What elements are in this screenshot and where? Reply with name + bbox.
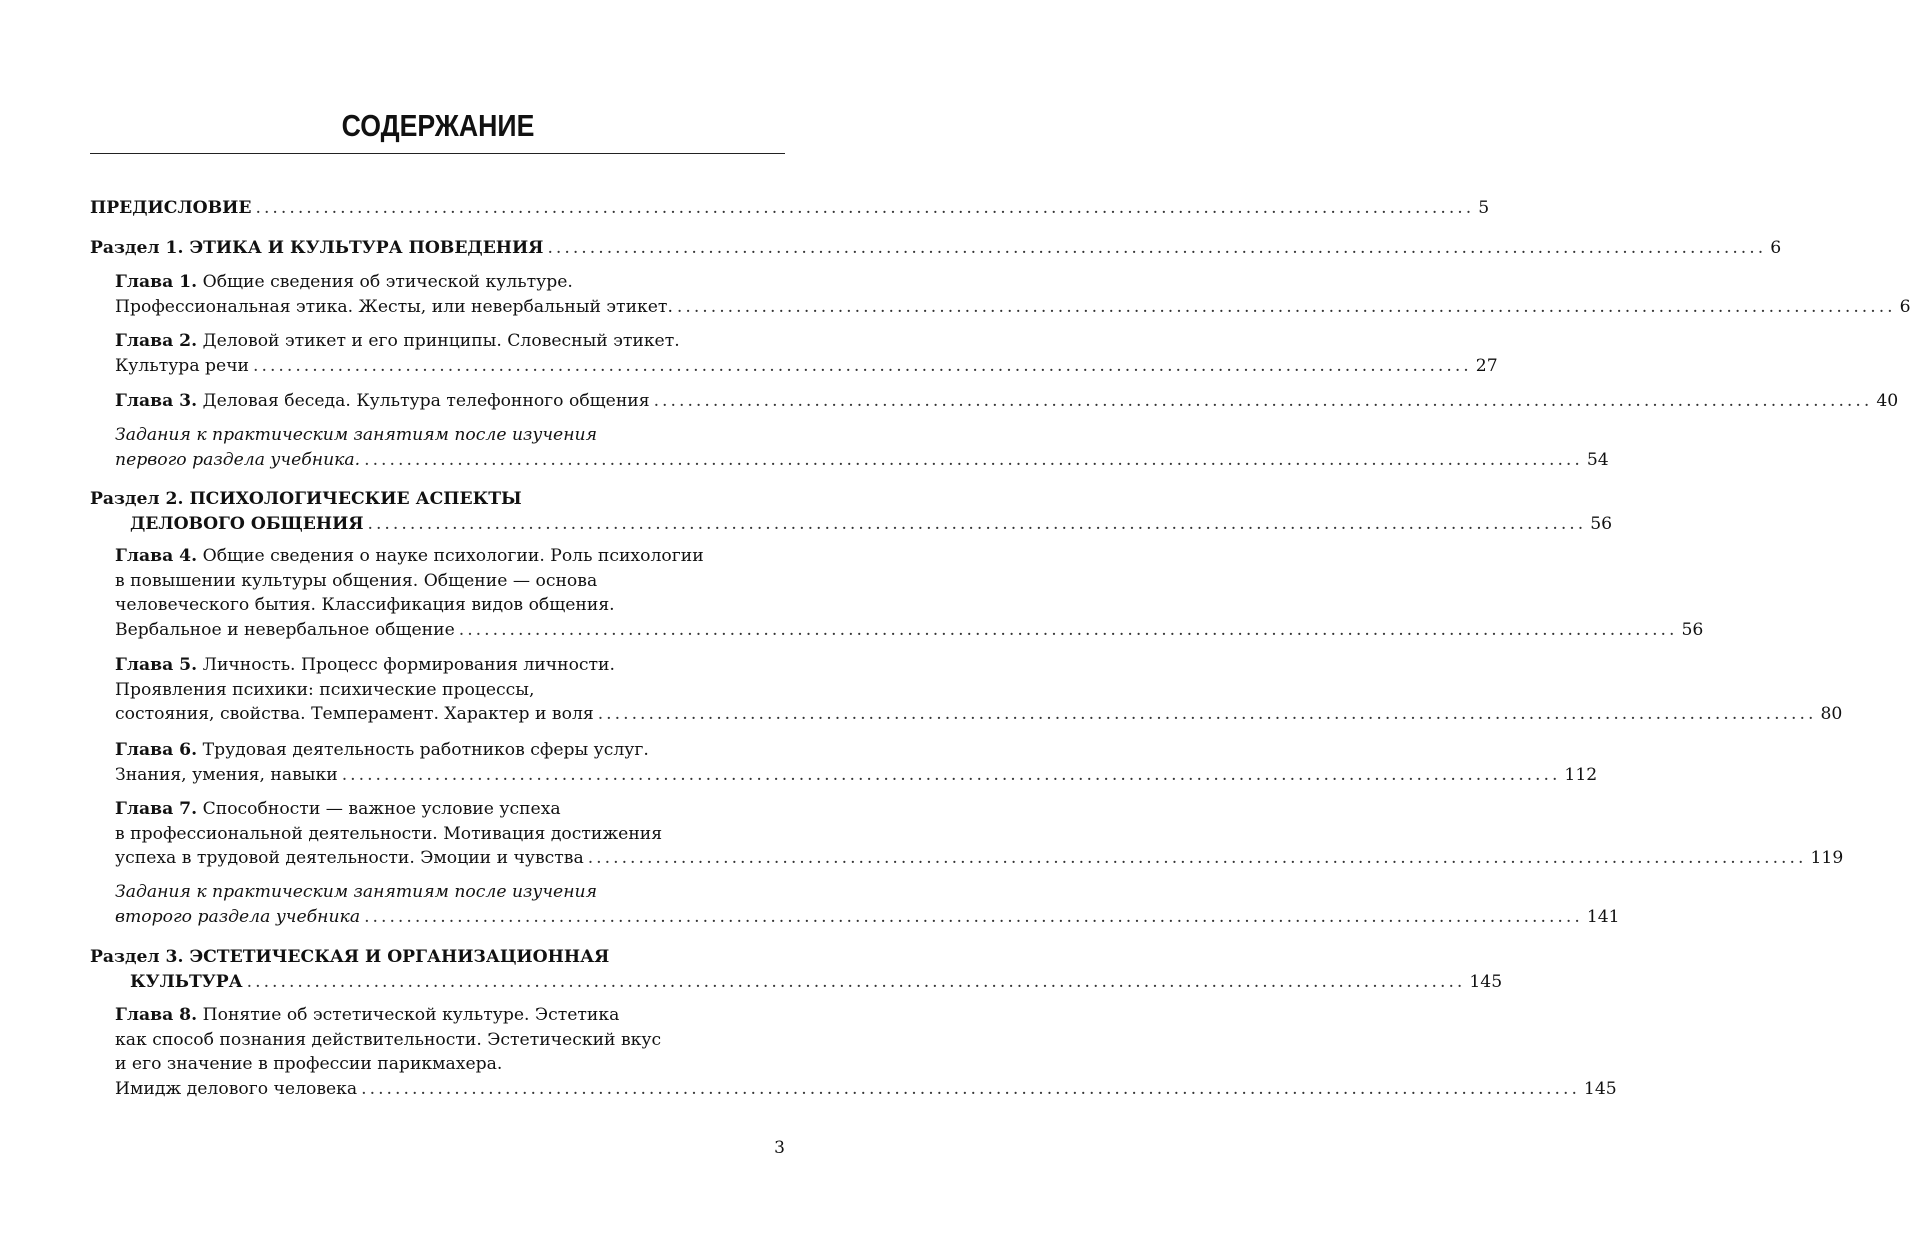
entry-page: 80 xyxy=(1820,704,1843,724)
toc-entry-chapter-6[interactable] xyxy=(115,738,1598,787)
entry-text: Имидж делового человека xyxy=(115,1078,358,1099)
entry-text: Личность. Процесс формирования личности. xyxy=(197,655,615,675)
toc-entry-tasks-1[interactable] xyxy=(115,423,1609,472)
entry-page: 6 xyxy=(1899,296,1911,317)
toc-entry-chapter-7[interactable] xyxy=(115,797,1844,871)
chapter-label: Глава 1. xyxy=(115,272,198,292)
entry-text: в повышении культуры общения. Общение — основа xyxy=(115,570,598,591)
entry-title: Раздел 2. ПСИХОЛОГИЧЕСКИЕ АСПЕКТЫ xyxy=(90,489,522,509)
dot-leader: ................................................................................................................................................ xyxy=(364,449,1583,470)
entry-text: Задания к практическим занятиям после изучения xyxy=(115,425,597,445)
toc-entry-chapter-1[interactable] xyxy=(115,270,1911,319)
toc-entry-section-2[interactable] xyxy=(90,487,1613,536)
dot-leader: ................................................................................................................................................ xyxy=(341,764,1561,785)
chapter-label: Глава 5. xyxy=(115,655,198,675)
dot-leader: ................................................................................................................................................ xyxy=(653,391,1873,411)
entry-text: Общие сведения об этической культуре. xyxy=(197,272,573,292)
entry-page: 56 xyxy=(1681,619,1704,640)
dot-leader: ................................................................................................................................................ xyxy=(364,906,1583,927)
entry-page: 112 xyxy=(1564,764,1598,785)
entry-title: Раздел 3. ЭСТЕТИЧЕСКАЯ И ОРГАНИЗАЦИОННАЯ xyxy=(90,947,610,967)
entry-text: Общие сведения о науке психологии. Роль психологии xyxy=(197,546,704,566)
page-number: 3 xyxy=(774,1138,785,1158)
entry-text: в профессиональной деятельности. Мотивация достижения xyxy=(115,823,663,844)
toc-entry-tasks-2[interactable] xyxy=(115,880,1620,929)
entry-text: Способности — важное условие успеха xyxy=(197,799,561,819)
title-divider xyxy=(90,153,785,154)
chapter-label: Глава 4. xyxy=(115,546,198,566)
toc-entry-chapter-3[interactable] xyxy=(115,389,1899,414)
chapter-label: Глава 8. xyxy=(115,1005,198,1025)
dot-leader: ................................................................................................................................................ xyxy=(587,848,1807,868)
page-title: СОДЕРЖАНИЕ xyxy=(341,108,535,143)
entry-text: Трудовая деятельность работников сферы услуг. xyxy=(197,740,649,760)
dot-leader: ................................................................................................................................................ xyxy=(246,971,1466,992)
entry-text: человеческого бытия. Классификация видов общения. xyxy=(115,595,615,615)
toc-entry-chapter-8[interactable] xyxy=(115,1003,1617,1101)
entry-text: Проявления психики: психические процессы, xyxy=(115,679,535,700)
chapter-label: Глава 2. xyxy=(115,331,198,351)
entry-title: Раздел 1. ЭТИКА И КУЛЬТУРА ПОВЕДЕНИЯ xyxy=(90,238,544,258)
entry-page: 56 xyxy=(1590,513,1613,534)
dot-leader: ................................................................................................................................................ xyxy=(367,513,1587,534)
entry-text: первого раздела учебника. xyxy=(115,449,361,470)
entry-text: Деловой этикет и его принципы. Словесный этикет. xyxy=(197,331,680,351)
chapter-label: Глава 6. xyxy=(115,740,198,760)
entry-text: второго раздела учебника xyxy=(115,906,361,927)
entry-page: 141 xyxy=(1586,906,1620,927)
chapter-label: Глава 7. xyxy=(115,799,198,819)
entry-page: 54 xyxy=(1586,449,1609,470)
dot-leader: ................................................................................................................................................ xyxy=(361,1078,1580,1099)
entry-title: ПРЕДИСЛОВИЕ xyxy=(90,198,252,218)
dot-leader: ................................................................................................................................................ xyxy=(547,238,1767,258)
dot-leader: ................................................................................................................................................ xyxy=(597,704,1817,724)
dot-leader: ................................................................................................................................................ xyxy=(676,296,1896,317)
toc-entry-section-3[interactable] xyxy=(90,945,1503,994)
entry-text: состояния, свойства. Темперамент. Характер и воля xyxy=(115,704,594,724)
toc-entry-preface[interactable] xyxy=(90,196,1490,221)
entry-text: Понятие об эстетической культуре. Эстетика xyxy=(197,1005,620,1025)
entry-text: Культура речи xyxy=(115,355,250,376)
toc-entry-section-1[interactable] xyxy=(90,236,1782,261)
entry-page: 27 xyxy=(1475,355,1498,376)
entry-text: Деловая беседа. Культура телефонного общения xyxy=(197,391,650,411)
entry-text: успеха в трудовой деятельности. Эмоции и чувства xyxy=(115,848,584,868)
toc-entry-chapter-5[interactable] xyxy=(115,653,1843,727)
entry-text: и его значение в профессии парикмахера. xyxy=(115,1054,503,1074)
entry-text: Профессиональная этика. Жесты, или невербальный этикет. xyxy=(115,296,673,317)
entry-title: КУЛЬТУРА xyxy=(130,971,243,992)
entry-text: Вербальное и невербальное общение xyxy=(115,619,455,640)
chapter-label: Глава 3. xyxy=(115,391,198,411)
entry-page: 6 xyxy=(1770,238,1782,258)
dot-leader: ................................................................................................................................................ xyxy=(255,198,1475,218)
entry-title: ДЕЛОВОГО ОБЩЕНИЯ xyxy=(130,513,364,534)
entry-page: 145 xyxy=(1583,1078,1617,1099)
entry-text: Знания, умения, навыки xyxy=(115,764,338,785)
toc-entry-chapter-4[interactable] xyxy=(115,544,1704,642)
entry-text: Задания к практическим занятиям после изучения xyxy=(115,882,597,902)
entry-page: 40 xyxy=(1876,391,1899,411)
toc-entry-chapter-2[interactable] xyxy=(115,329,1498,378)
entry-page: 145 xyxy=(1469,971,1503,992)
entry-text: как способ познания действительности. Эстетический вкус xyxy=(115,1029,662,1050)
dot-leader: ................................................................................................................................................ xyxy=(253,355,1472,376)
entry-page: 5 xyxy=(1478,198,1490,218)
entry-page: 119 xyxy=(1810,848,1844,868)
dot-leader: ................................................................................................................................................ xyxy=(458,619,1678,640)
